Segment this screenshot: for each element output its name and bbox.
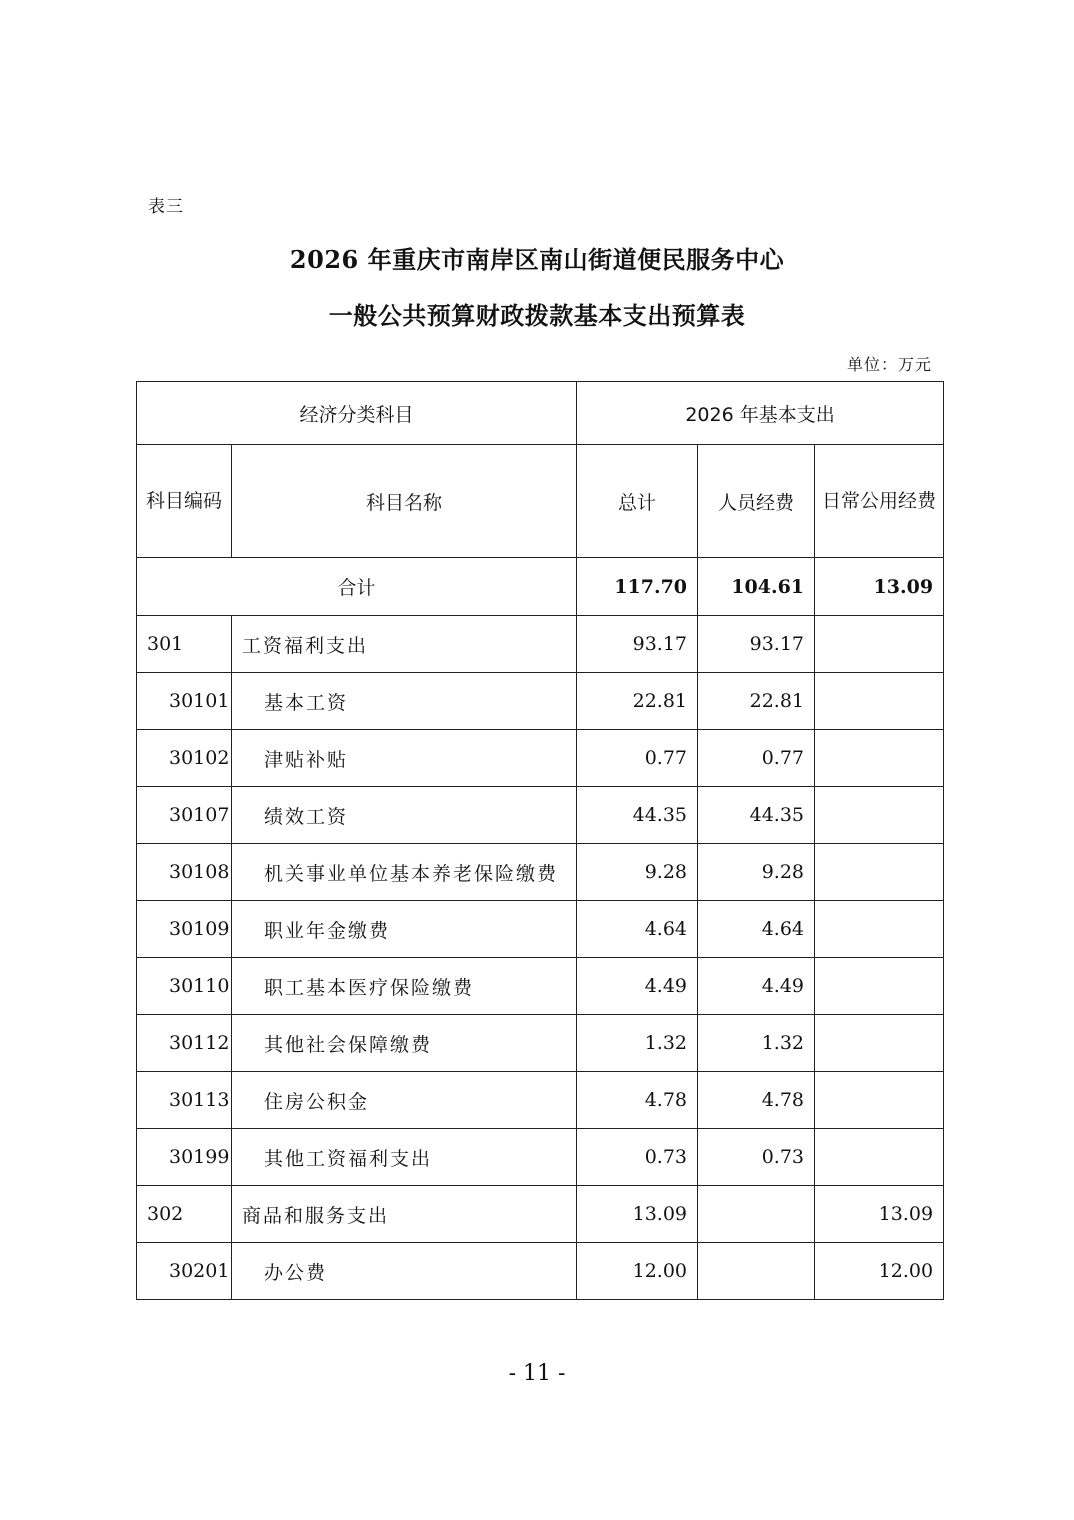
header-row-1 <box>137 382 944 445</box>
header-code <box>137 445 232 558</box>
row-total: 0.73 <box>577 1129 698 1186</box>
row-personnel: 9.28 <box>698 844 815 901</box>
row-personnel: 44.35 <box>698 787 815 844</box>
row-total: 4.78 <box>577 1072 698 1129</box>
table-row <box>137 787 944 844</box>
page-title-line-1: 2026 年重庆市南岸区南山街道便民服务中心 <box>289 245 785 274</box>
page-number: - 11 - <box>508 1361 566 1386</box>
table-row <box>137 616 944 673</box>
row-name: 职业年金缴费 <box>232 901 577 958</box>
table-row <box>137 1186 944 1243</box>
row-personnel: 0.73 <box>698 1129 815 1186</box>
page-title-line-2: 一般公共预算财政拨款基本支出预算表 <box>328 301 746 330</box>
row-total: 0.77 <box>577 730 698 787</box>
row-total: 22.81 <box>577 673 698 730</box>
row-code: 302 <box>137 1186 232 1243</box>
total-row-total: 117.70 <box>577 558 698 616</box>
row-public <box>815 616 944 673</box>
header-name: 科目名称 <box>232 445 577 558</box>
row-public <box>815 673 944 730</box>
row-name: 机关事业单位基本养老保险缴费 <box>232 844 577 901</box>
row-total: 12.00 <box>577 1243 698 1300</box>
row-public <box>815 1015 944 1072</box>
total-row <box>137 558 944 616</box>
header-public <box>815 445 944 558</box>
table-row <box>137 901 944 958</box>
row-personnel <box>698 1186 815 1243</box>
header-public-text: 日常公用经费 <box>822 490 937 512</box>
header-row-2 <box>137 445 944 558</box>
row-code: 301 <box>137 616 232 673</box>
table-row <box>137 730 944 787</box>
total-row-personnel: 104.61 <box>698 558 815 616</box>
row-personnel: 1.32 <box>698 1015 815 1072</box>
row-public <box>815 901 944 958</box>
budget-table <box>136 381 944 1300</box>
row-code: 30112 <box>137 1015 232 1072</box>
row-name: 其他工资福利支出 <box>232 1129 577 1186</box>
unit-label: 单位：万元 <box>846 355 932 374</box>
row-name: 津贴补贴 <box>232 730 577 787</box>
table-label: 表三 <box>148 197 184 217</box>
row-public: 13.09 <box>815 1186 944 1243</box>
table-row <box>137 673 944 730</box>
row-personnel: 93.17 <box>698 616 815 673</box>
row-personnel: 22.81 <box>698 673 815 730</box>
row-code: 30109 <box>137 901 232 958</box>
header-econ-category: 经济分类科目 <box>137 382 577 445</box>
header-basic-expenditure: 2026 年基本支出 <box>577 382 944 445</box>
row-personnel <box>698 1243 815 1300</box>
row-name: 其他社会保障缴费 <box>232 1015 577 1072</box>
row-name: 绩效工资 <box>232 787 577 844</box>
row-code: 30102 <box>137 730 232 787</box>
row-name: 基本工资 <box>232 673 577 730</box>
table-row <box>137 1129 944 1186</box>
total-label: 合计 <box>137 558 577 616</box>
header-total: 总计 <box>577 445 698 558</box>
table-row <box>137 958 944 1015</box>
row-public: 12.00 <box>815 1243 944 1300</box>
row-name: 办公费 <box>232 1243 577 1300</box>
row-total: 9.28 <box>577 844 698 901</box>
row-name: 住房公积金 <box>232 1072 577 1129</box>
row-total: 13.09 <box>577 1186 698 1243</box>
row-total: 93.17 <box>577 616 698 673</box>
table-row <box>137 1015 944 1072</box>
row-total: 44.35 <box>577 787 698 844</box>
row-personnel: 4.78 <box>698 1072 815 1129</box>
row-code: 30108 <box>137 844 232 901</box>
header-code-text: 科目编码 <box>145 490 222 512</box>
table-row <box>137 1072 944 1129</box>
row-public <box>815 958 944 1015</box>
row-public <box>815 730 944 787</box>
header-personnel: 人员经费 <box>698 445 815 558</box>
row-public <box>815 787 944 844</box>
row-name: 工资福利支出 <box>232 616 577 673</box>
row-public <box>815 1072 944 1129</box>
row-public <box>815 1129 944 1186</box>
row-name: 职工基本医疗保险缴费 <box>232 958 577 1015</box>
row-public <box>815 844 944 901</box>
row-personnel: 0.77 <box>698 730 815 787</box>
row-code: 30201 <box>137 1243 232 1300</box>
row-total: 4.49 <box>577 958 698 1015</box>
total-row-public: 13.09 <box>815 558 944 616</box>
row-code: 30107 <box>137 787 232 844</box>
row-total: 1.32 <box>577 1015 698 1072</box>
row-code: 30199 <box>137 1129 232 1186</box>
row-code: 30113 <box>137 1072 232 1129</box>
row-code: 30101 <box>137 673 232 730</box>
table-row <box>137 844 944 901</box>
row-personnel: 4.64 <box>698 901 815 958</box>
row-code: 30110 <box>137 958 232 1015</box>
table-row <box>137 1243 944 1300</box>
row-name: 商品和服务支出 <box>232 1186 577 1243</box>
row-total: 4.64 <box>577 901 698 958</box>
row-personnel: 4.49 <box>698 958 815 1015</box>
